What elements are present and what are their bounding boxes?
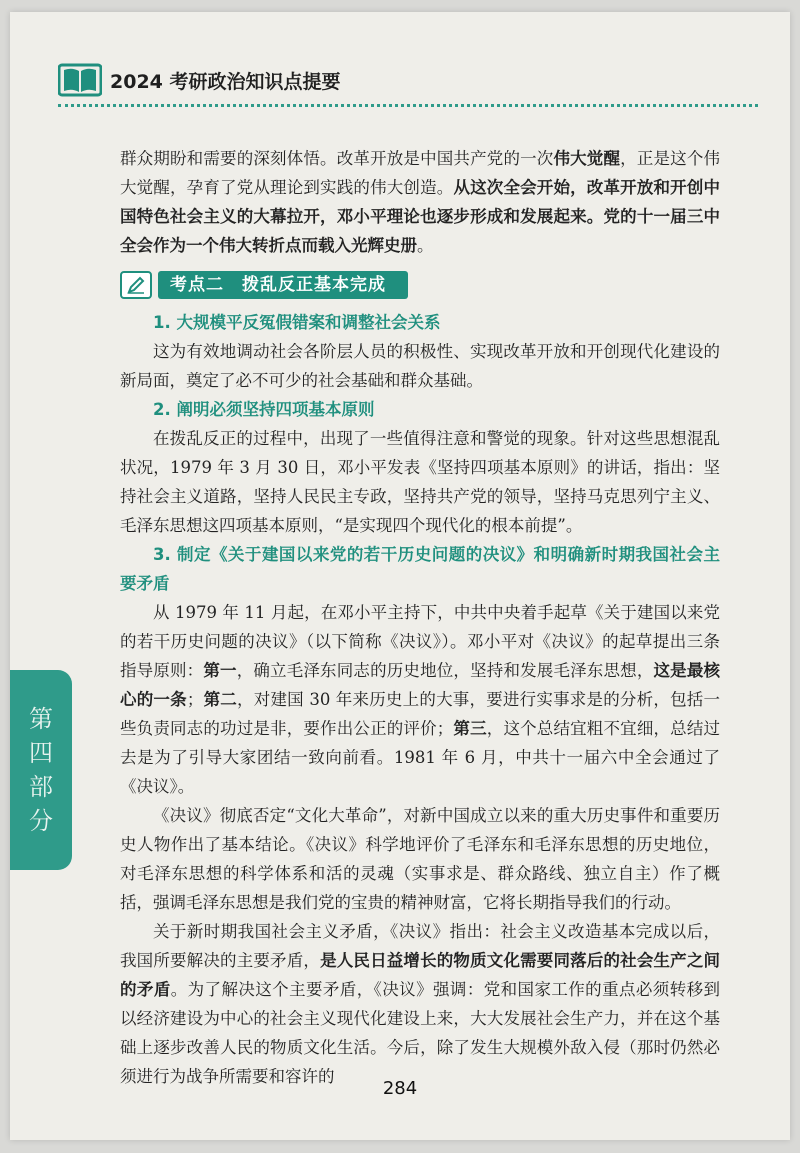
side-tab-char-3: 分 [29, 807, 53, 835]
side-tab-char-2: 部 [29, 773, 53, 801]
book-page [10, 12, 790, 1140]
intro-run-4: 。 [417, 236, 434, 255]
paragraph-3a-run-3-emphasis: 这是最核心的一条 [120, 661, 721, 709]
paragraph-3a-run-6: ，对建国 30 年来历史上的大事，要进行实事求是的分析，包括一些负责同志的功过是非，要作出公正的评价； [120, 690, 721, 738]
paragraph-3c-run-1-emphasis: 是人民日益增长的物质文化需要同落后的社会生产之间的矛盾 [120, 951, 721, 999]
paragraph-3a-run-1-emphasis: 第一 [203, 661, 237, 680]
page-header [58, 60, 738, 100]
part-four-side-tab [10, 670, 72, 870]
side-tab-char-0: 第 [29, 705, 53, 733]
open-book-icon [58, 63, 102, 97]
intro-paragraph [120, 144, 720, 260]
paragraph-3c [120, 917, 720, 1091]
subheading-1: 1. 大规模平反冤假错案和调整社会关系 [153, 313, 441, 332]
paragraph-3a-run-5-emphasis: 第二 [203, 690, 238, 709]
header-dotted-divider [58, 104, 758, 107]
intro-run-2: ，正是这个伟大觉醒，孕育了党从理论到实践的伟大创造。 [120, 149, 721, 197]
paragraph-3a-run-7-emphasis: 第三 [453, 719, 487, 738]
paragraph-3c-run-2: 。为了解决这个主要矛盾，《决议》强调：党和国家工作的重点必须转移到以经济建设为中心的社会主义现代化建设上来，大大发展社会生产力，并在这个基础上逐步改善人民的物质文化生活。今后，除了发生大规模外敌入侵（那时仍然必须进行为战争所需要和容许的 [120, 980, 721, 1086]
section-banner [120, 270, 720, 300]
paragraph-3a [120, 598, 720, 801]
header-title: 2024 考研政治知识点提要 [110, 70, 341, 93]
page-number: 284 [382, 1078, 418, 1099]
page-content [120, 144, 720, 1091]
paragraph-3a-run-8: ，这个总结宜粗不宜细，总结过去是为了引导大家团结一致向前看。1981 年 6 月，中共十一届六中全会通过了《决议》。 [120, 719, 721, 796]
subheading-3: 3. 制定《关于建国以来党的若干历史问题的决议》和明确新时期我国社会主要矛盾 [120, 545, 720, 593]
paragraph-3a-run-4: ； [186, 690, 204, 709]
paragraph-3c-run-0: 关于新时期我国社会主义矛盾，《决议》指出：社会主义改造基本完成以后，我国所要解决的主要矛盾， [120, 922, 720, 970]
paragraph-1: 这为有效地调动社会各阶层人员的积极性、实现改革开放和开创现代化建设的新局面，奠定了必不可少的社会基础和群众基础。 [120, 342, 720, 390]
intro-run-1-emphasis: 伟大觉醒 [553, 149, 621, 168]
section-title: 考点二 拨乱反正基本完成 [158, 271, 408, 299]
paragraph-3a-run-2: ，确立毛泽东同志的历史地位，坚持和发展毛泽东思想， [236, 661, 654, 680]
paragraph-2: 在拨乱反正的过程中，出现了一些值得注意和警觉的现象。针对这些思想混乱状况，1979 年 3 月 30 日，邓小平发表《坚持四项基本原则》的讲话，指出：坚持社会主义道路，坚持人民民主专政，坚持共产党的领导，坚持马克思列宁主义、毛泽东思想这四项基本原则，“是实现四个现代化的根本前提”。 [120, 429, 720, 535]
intro-run-3-emphasis: 从这次全会开始，改革开放和开创中国特色社会主义的大幕拉开，邓小平理论也逐步形成和发展起来。党的十一届三中全会作为一个伟大转折点而载入光辉史册 [120, 178, 721, 255]
pencil-icon [120, 271, 152, 299]
intro-run-0: 群众期盼和需要的深刻体悟。改革开放是中国共产党的一次 [120, 149, 554, 168]
side-tab-char-1: 四 [29, 739, 53, 767]
paragraph-3b: 《决议》彻底否定“文化大革命”，对新中国成立以来的重大历史事件和重要历史人物作出了基本结论。《决议》科学地评价了毛泽东和毛泽东思想的历史地位，对毛泽东思想的科学体系和活的灵魂（实事求是、群众路线、独立自主）作了概括，强调毛泽东思想是我们党的宝贵的精神财富，它将长期指导我们的行动。 [120, 806, 720, 912]
subheading-2: 2. 阐明必须坚持四项基本原则 [153, 400, 375, 419]
paragraph-3a-run-0: 从 1979 年 11 月起，在邓小平主持下，中共中央着手起草《关于建国以来党的若干历史问题的决议》（以下简称《决议》）。邓小平对《决议》的起草提出三条指导原则： [120, 603, 720, 680]
